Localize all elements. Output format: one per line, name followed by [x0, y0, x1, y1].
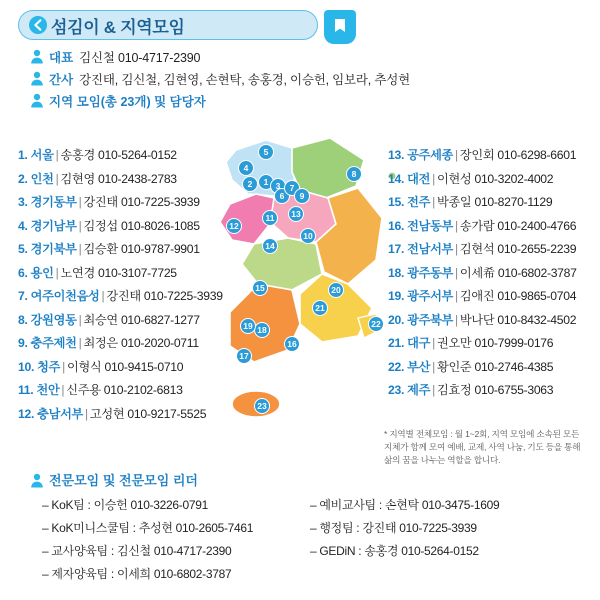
- specialty-groups-heading: [30, 470, 198, 489]
- region-list-left: [18, 144, 223, 426]
- leader-row: [30, 70, 590, 88]
- region-item[interactable]: 12. 충남서부 | 고성현 010-9217-5525: [18, 406, 207, 421]
- person-icon: [30, 93, 44, 108]
- specialty-item[interactable]: – 제자양육팀 : 이세희 010-6802-3787: [42, 567, 232, 581]
- region-item[interactable]: 20. 광주북부 | 박나단 010-8432-4502: [388, 312, 577, 327]
- region-item[interactable]: 13. 공주세종 | 장인회 010-6298-6601: [388, 148, 577, 162]
- map-pin[interactable]: 3: [270, 178, 287, 198]
- region-item[interactable]: 19. 광주서부 | 김애진 010-9865-0704: [388, 289, 577, 303]
- header-title-pill: [18, 10, 318, 40]
- map-pin[interactable]: 13: [288, 206, 305, 226]
- map-pin[interactable]: 10: [300, 228, 317, 248]
- map-pin[interactable]: 22: [368, 316, 385, 336]
- leader-role: 지역 모임(총 23개) 및 담당자: [49, 95, 206, 109]
- chevron-left-icon: [27, 14, 49, 36]
- footnote: * 지역별 전체모임 : 월 1~2회, 지역 모임에 소속된 모든 지체가 함께 모여 예배, 교제, 사역 나눔, 기도 등을 통해 삶의 꿈을 나누는 역할을 합니다.: [384, 429, 581, 465]
- specialty-item[interactable]: – 행정팀 : 강진태 010-7225-3939: [310, 521, 477, 535]
- specialty-item[interactable]: – 예비교사팀 : 손현탁 010-3475-1609: [310, 498, 500, 512]
- specialty-item[interactable]: – 교사양육팀 : 김신철 010-4717-2390: [42, 544, 232, 558]
- region-item[interactable]: 6. 용인 | 노연경 010-3107-7725: [18, 265, 177, 280]
- region-item[interactable]: 23. 제주 | 김효정 010-6755-3063: [388, 383, 554, 397]
- map-pin[interactable]: 19: [240, 318, 257, 338]
- page-title: 섬김이 & 지역모임: [51, 17, 185, 37]
- map-pin[interactable]: 23: [254, 398, 271, 418]
- region-item[interactable]: 7. 여주이천음성 | 강진태 010-7225-3939: [18, 289, 223, 303]
- map-pin[interactable]: 17: [236, 348, 253, 368]
- korea-map-shapes: [196, 132, 406, 432]
- leader-list: [30, 48, 590, 114]
- specialty-groups-title: 전문모임 및 전문모임 리더: [49, 473, 198, 488]
- map-pin[interactable]: 1: [258, 174, 275, 194]
- region-item[interactable]: 5. 경기북부 | 김승환 010-9787-9901: [18, 242, 200, 256]
- map-pin[interactable]: 6: [274, 188, 291, 208]
- specialty-column-right: [310, 494, 578, 586]
- region-list-right: [388, 144, 577, 403]
- map-pin[interactable]: 18: [254, 322, 271, 342]
- map-pin[interactable]: 20: [328, 282, 345, 302]
- person-icon: [30, 49, 44, 64]
- map-pin[interactable]: 15: [252, 280, 269, 300]
- map-pin[interactable]: 9: [294, 188, 311, 208]
- map-pin[interactable]: 16: [284, 336, 301, 356]
- map-pin[interactable]: 4: [238, 160, 255, 180]
- region-item[interactable]: 8. 강원영동 | 최승연 010-6827-1277: [18, 312, 200, 327]
- leader-names: 김신철 010-4717-2390: [79, 51, 201, 65]
- leader-row: [30, 92, 590, 110]
- region-item[interactable]: 2. 인천 | 김현영 010-2438-2783: [18, 171, 177, 186]
- region-item[interactable]: 15. 전주 | 박종일 010-8270-1129: [388, 195, 553, 209]
- map-pin[interactable]: 11: [262, 210, 279, 230]
- map-pin[interactable]: 2: [242, 176, 259, 196]
- region-item[interactable]: 10. 청주 | 이형식 010-9415-0710: [18, 359, 184, 374]
- page-header: [18, 10, 582, 44]
- leader-row: [30, 48, 590, 66]
- region-item[interactable]: 9. 충주제천 | 최정은 010-2020-0711: [18, 336, 199, 350]
- map-pin[interactable]: 14: [262, 238, 279, 258]
- region-item[interactable]: 1. 서울 | 송홍경 010-5264-0152: [18, 148, 177, 162]
- map-pin[interactable]: 7: [284, 180, 301, 200]
- korea-map: [196, 132, 406, 432]
- specialty-groups-columns: [42, 494, 582, 586]
- region-item[interactable]: 14. 대전 | 이현성 010-3202-4002: [388, 171, 554, 186]
- map-pin[interactable]: 5: [258, 144, 275, 164]
- map-pin[interactable]: 21: [312, 300, 329, 320]
- region-item[interactable]: 4. 경기남부 | 김정섭 010-8026-1085: [18, 218, 200, 233]
- region-item[interactable]: 3. 경기동부 | 강진태 010-7225-3939: [18, 195, 200, 209]
- map-pin[interactable]: 8: [346, 166, 363, 186]
- region-item[interactable]: 21. 대구 | 권오만 010-7999-0176: [388, 336, 554, 350]
- map-pin[interactable]: 12: [226, 218, 243, 238]
- leader-role: 간사: [49, 73, 74, 87]
- specialty-item[interactable]: – KoK팀 : 이승헌 010-3226-0791: [42, 498, 208, 512]
- specialty-column-left: [42, 494, 310, 586]
- region-item[interactable]: 16. 전남동부 | 송가람 010-2400-4766: [388, 218, 577, 233]
- bookmark-icon: [324, 10, 356, 44]
- region-item[interactable]: 18. 광주동부 | 이세希 010-6802-3787: [388, 265, 577, 280]
- leader-names: 강진태, 김신철, 김현영, 손현탁, 송홍경, 이승헌, 임보라, 추성현: [79, 73, 410, 87]
- specialty-item[interactable]: – GEDiN : 송홍경 010-5264-0152: [310, 544, 479, 558]
- leader-role: 대표: [49, 51, 74, 65]
- specialty-item[interactable]: – KoK미니스쿨팀 : 추성현 010-2605-7461: [42, 521, 254, 535]
- region-item[interactable]: 22. 부산 | 황인준 010-2746-4385: [388, 359, 554, 374]
- region-item[interactable]: 17. 전남서부 | 김현석 010-2655-2239: [388, 242, 577, 256]
- person-icon: [30, 473, 44, 488]
- region-item[interactable]: 11. 천안 | 신주용 010-2102-6813: [18, 383, 183, 397]
- person-icon: [30, 71, 44, 86]
